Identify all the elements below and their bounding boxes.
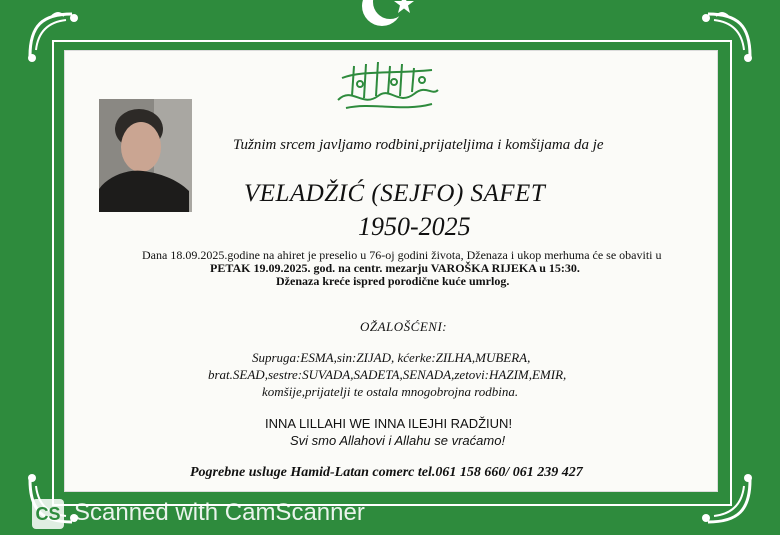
watermark-text: Scanned with CamScanner	[74, 499, 365, 526]
mourners-line3: komšije,prijatelji te ostala mnogobrojna rodbina.	[262, 384, 519, 399]
funeral-details-line1: Dana 18.09.2025.godine na ahiret je preselio u 76-oj godini života, Dženaza i ukop merhuma će se obaviti u	[142, 248, 662, 262]
camscanner-watermark	[30, 497, 410, 531]
calligraphy-emblem	[332, 56, 444, 114]
life-years: 1950-2025	[358, 212, 471, 241]
mourners-line2: brat.SEAD,sestre:SUVADA,SADETA,SENADA,zetovi:HAZIM,EMIR,	[208, 367, 567, 382]
dua-line2: Svi smo Allahovi i Allahu se vraćamo!	[290, 433, 506, 448]
deceased-photo	[99, 99, 192, 212]
funeral-details-line3: Dženaza kreće ispred porodične kuće umrlog.	[276, 274, 510, 288]
intro-text: Tužnim srcem javljamo rodbini,prijateljima i komšijama da je	[233, 137, 604, 153]
camscanner-logo-icon: CS	[32, 499, 64, 529]
crescent-star-icon	[356, 0, 424, 36]
funeral-details-line2: PETAK 19.09.2025. god. na centr. mezarju VAROŠKA RIJEKA u 15:30.	[210, 261, 580, 275]
deceased-name: VELADŽIĆ (SEJFO) SAFET	[244, 180, 546, 207]
dua-line1: INNA LILLAHI WE INNA ILEJHI RADŽIUN!	[265, 416, 513, 431]
funeral-service-footer: Pogrebne usluge Hamid-Latan comerc tel.061 158 660/ 061 239 427	[190, 465, 583, 480]
mourners-heading: OŽALOŠĆENI:	[360, 319, 448, 334]
mourners-line1: Supruga:ESMA,sin:ZIJAD, kćerke:ZILHA,MUBERA,	[252, 350, 531, 365]
